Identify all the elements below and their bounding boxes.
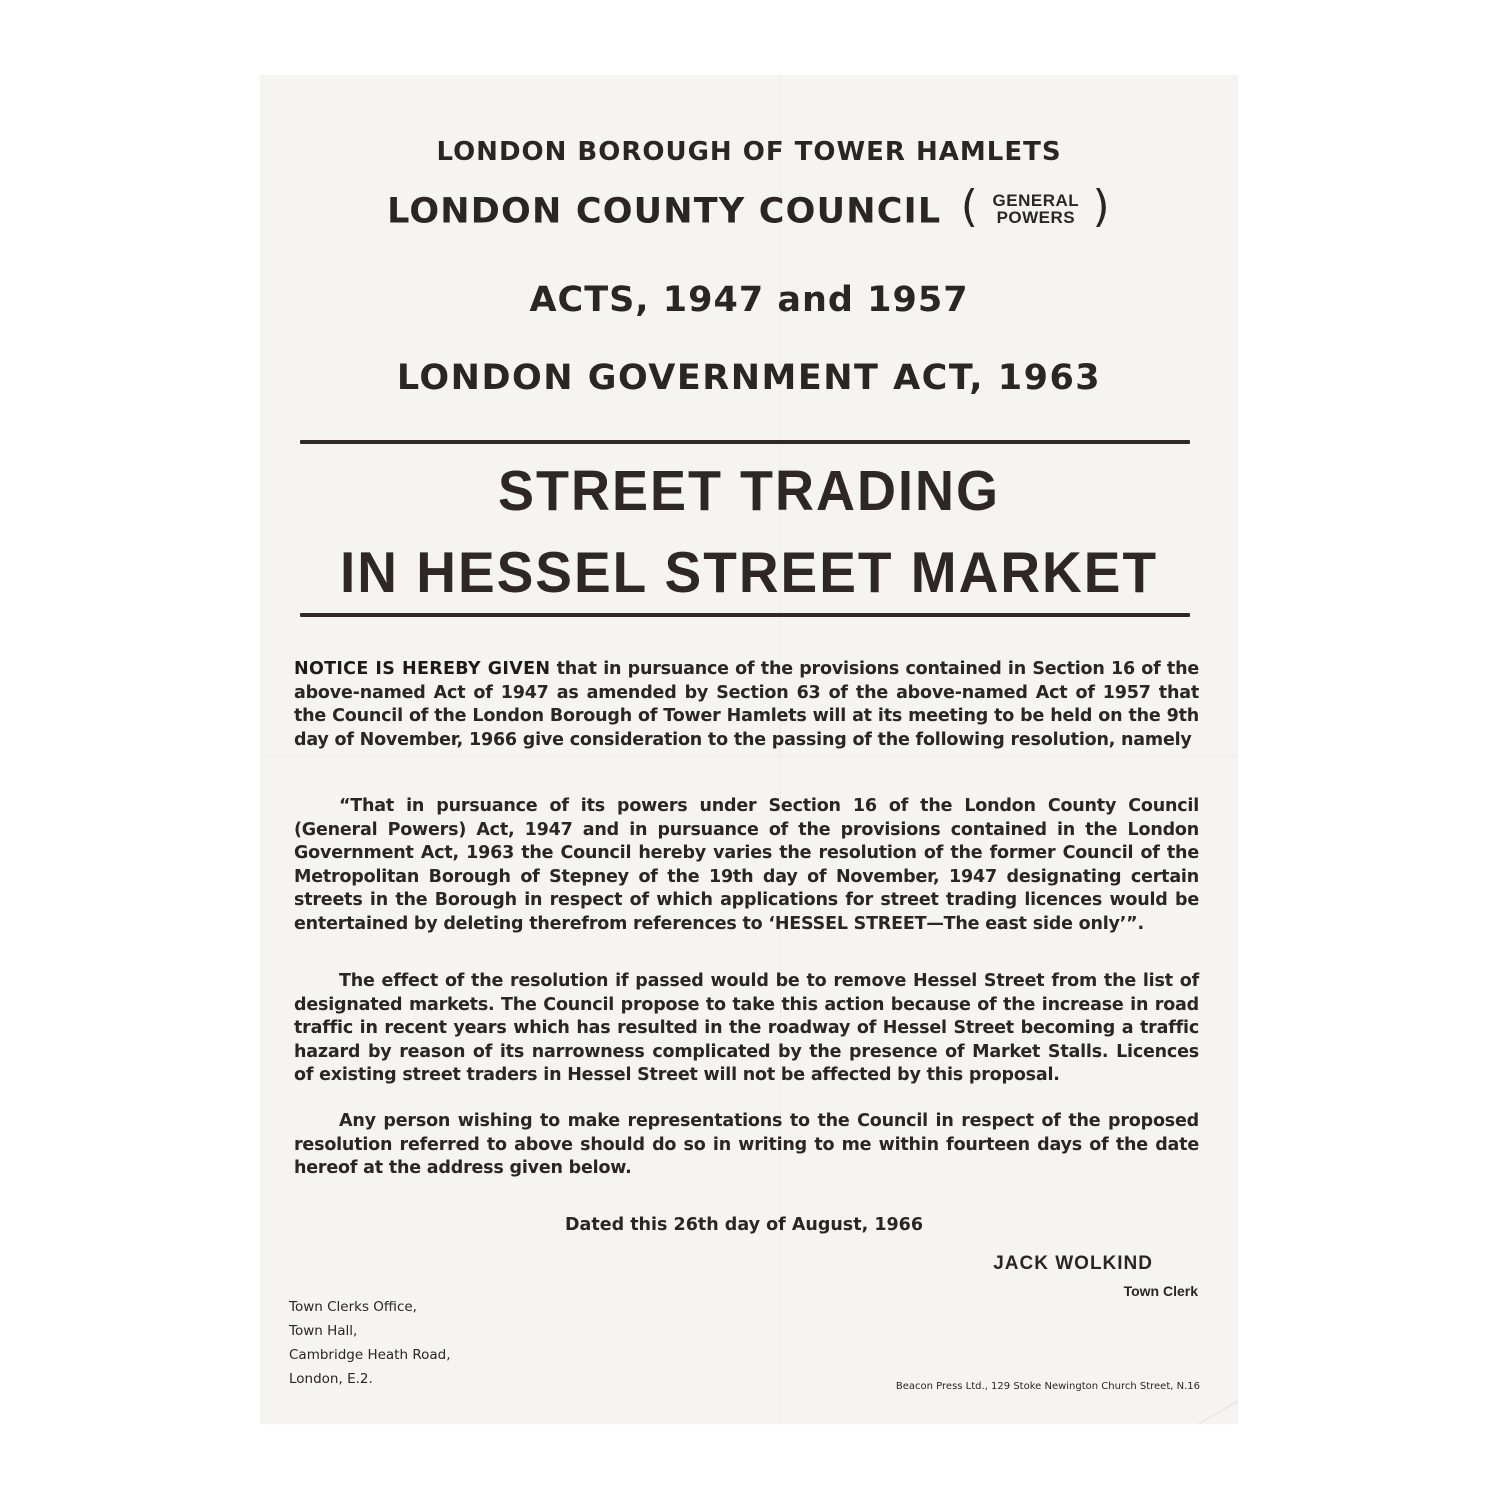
- notice-paragraph-text: that in pursuance of the provisions contained in Section 16 of the above-named Act of 1947 as amended by Section 63 of the above-named Act of 1957 that the Council of the London Borough of Tower Hamlets will at its meeting to be held on the 9th day of November, 1966 give consideration to the passing of the following resolution, namely: [294, 659, 1200, 750]
- acts-heading: ACTS, 1947 and 1957: [529, 280, 969, 320]
- council-heading-main: LONDON COUNTY COUNCIL: [387, 191, 942, 232]
- notice-paragraph: [294, 658, 1199, 752]
- government-act-heading: LONDON GOVERNMENT ACT, 1963: [396, 358, 1102, 398]
- resolution-paragraph: “That in pursuance of its powers under Section 16 of the London County Council (General Powers) Act, 1947 and in pursuance of the provisions contained in the London Government Act, 1963 the Council hereby varies the resolution of the former Council of the Metropolitan Borough of Stepney of the 19th day of November, 1947 designating certain streets in the Borough in respect of which applications for street trading licences would be entertained by deleting therefrom references to ‘HESSEL STREET—The east side only’”.: [294, 796, 1199, 934]
- address-line: Town Hall,: [289, 1323, 358, 1339]
- notice-lead: NOTICE IS HEREBY GIVEN: [294, 659, 551, 679]
- address-line: Town Clerks Office,: [289, 1299, 417, 1315]
- divider-top: [300, 440, 1190, 444]
- notice-poster: [260, 75, 1238, 1424]
- address-block: [289, 1295, 451, 1391]
- effect-paragraph: The effect of the resolution if passed would be to remove Hessel Street from the list of designated markets. The Council propose to take this action because of the increase in road traffic in recent years which has resulted in the roadway of Hessel Street becoming a traffic hazard by reason of its narrowness complicated by the presence of Market Stalls. Licences of existing street traders in Hessel Street will not be affected by this proposal.: [294, 971, 1199, 1085]
- signatory-name: JACK WOLKIND: [993, 1253, 1153, 1274]
- paren-close: ): [1092, 181, 1111, 232]
- corner-fold: [1198, 1394, 1238, 1424]
- address-line: Cambridge Heath Road,: [289, 1347, 451, 1363]
- printer-imprint: Beacon Press Ltd., 129 Stoke Newington Church Street, N.16: [895, 1381, 1200, 1392]
- address-line: London, E.2.: [289, 1371, 373, 1387]
- paper-crease-horizontal: [260, 755, 1238, 756]
- general-powers-bracket: [961, 183, 1111, 234]
- borough-heading: LONDON BOROUGH OF TOWER HAMLETS: [436, 137, 1062, 167]
- headline-line-2: IN HESSEL STREET MARKET: [339, 539, 1159, 605]
- signatory-title: Town Clerk: [1123, 1283, 1198, 1299]
- general-label: GENERAL: [992, 190, 1080, 210]
- council-heading: [260, 181, 1238, 238]
- dated-line: Dated this 26th day of August, 1966: [565, 1215, 924, 1235]
- representations-paragraph: Any person wishing to make representations to the Council in respect of the proposed resolution referred to above should do so in writing to me within fourteen days of the date hereof at the address given below.: [294, 1111, 1199, 1178]
- paren-open: (: [960, 181, 980, 232]
- headline-line-1: STREET TRADING: [497, 459, 1000, 523]
- powers-label: POWERS: [996, 207, 1076, 227]
- general-powers-stack: [993, 192, 1080, 226]
- divider-bottom: [300, 613, 1190, 617]
